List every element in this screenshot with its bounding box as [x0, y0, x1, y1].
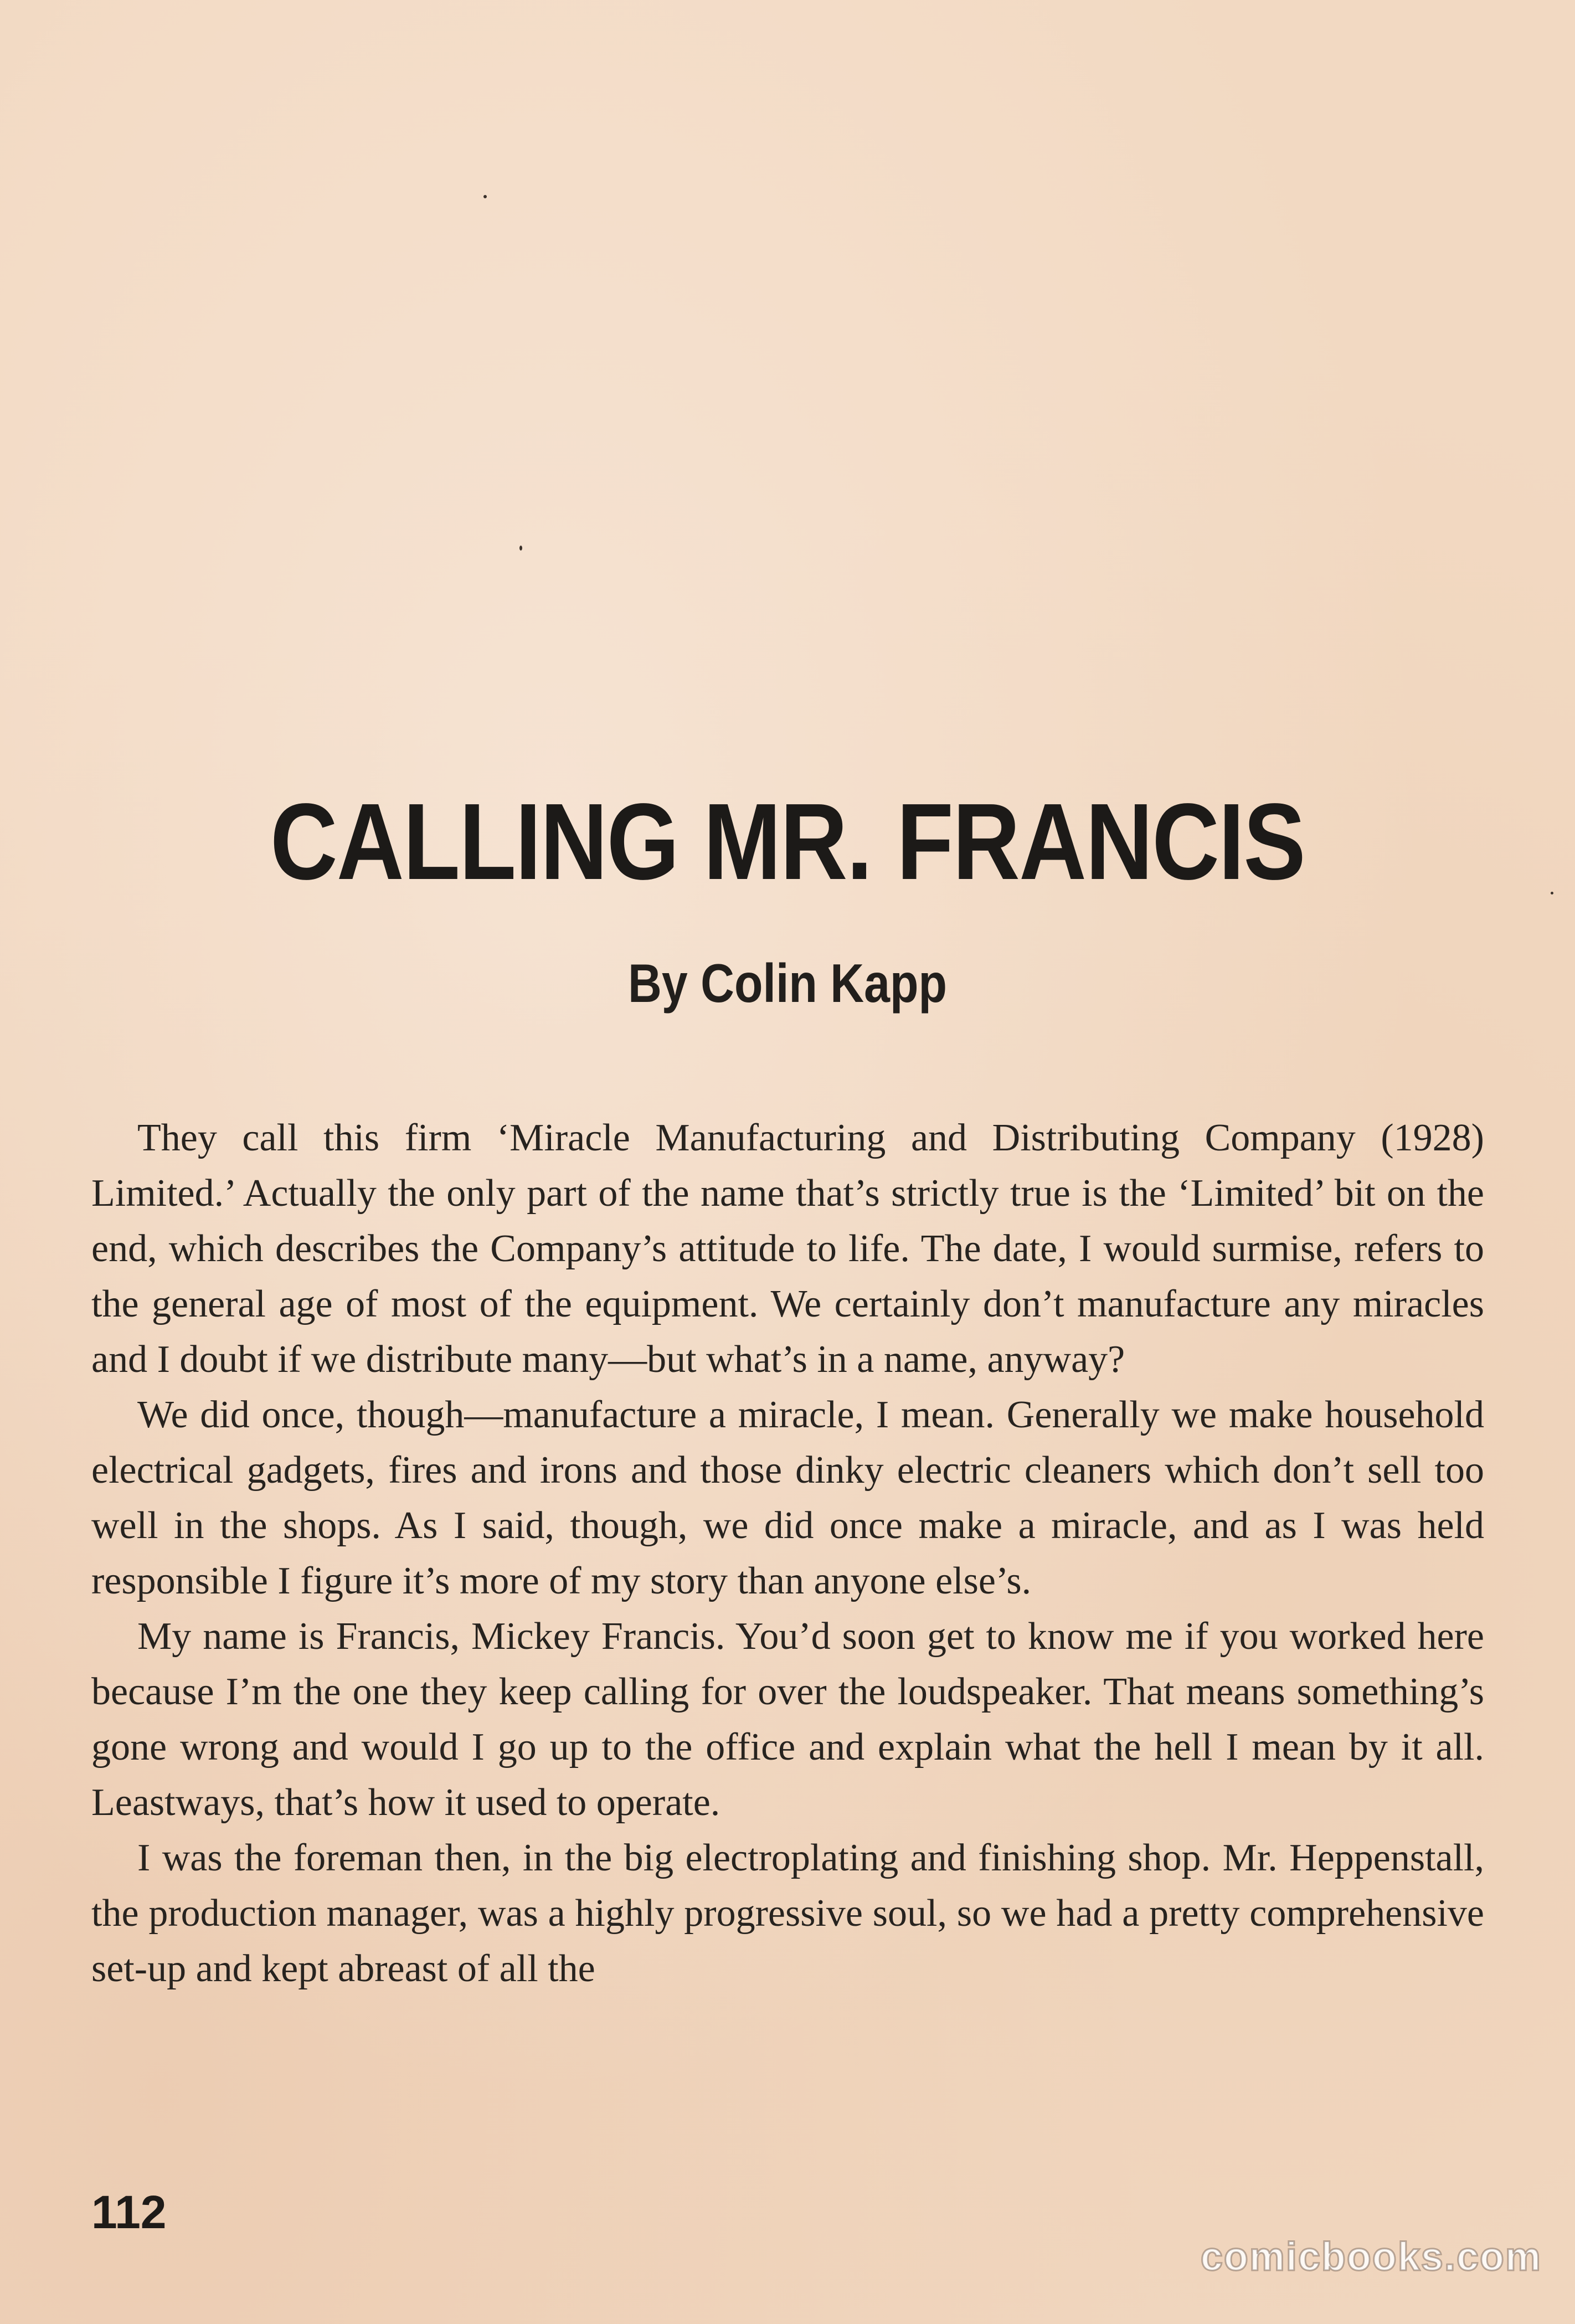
page-number: 112 [91, 2186, 167, 2238]
paper-speck [519, 546, 522, 551]
paragraph: I was the foreman then, in the big electroplating and finishing shop. Mr. Heppenstall, the production manager, was a highly progressive soul, so we had a pretty comprehensive set-up and kept abreast of all the [91, 1837, 1484, 1990]
paragraph: My name is Francis, Mickey Francis. You’d soon get to know me if you worked here because I’m the one they keep calling for over the loudspeaker. That means something’s gone wrong and would I go up to the office and explain what the hell I mean by it all. Leastways, that’s how it used to operate. [91, 1615, 1484, 1824]
paper-speck [483, 195, 487, 198]
story-byline: By Colin Kapp [628, 953, 947, 1014]
paper-speck [1551, 892, 1553, 894]
story-body [91, 1110, 1484, 1997]
watermark: comicbooks.com [1200, 2235, 1542, 2279]
story-title: CALLING MR. FRANCIS [270, 781, 1305, 902]
paragraph: We did once, though—manufacture a miracle, I mean. Generally we make household electrical gadgets, fires and irons and those dinky electric cleaners which don’t sell too well in the shops. As I said, though, we did once make a miracle, and as I was held responsible I figure it’s more of my story than anyone else’s. [91, 1394, 1484, 1602]
paragraph: They call this firm ‘Miracle Manufacturing and Distributing Company (1928) Limited.’ Actually the only part of the name that’s strictly true is the ‘Limited’ bit on the end, which describes the Company’s attitude to life. The date, I would surmise, refers to the general age of most of the equipment. We certainly don’t manufacture any miracles and I doubt if we distribute many—but what’s in a name, anyway? [91, 1117, 1484, 1381]
